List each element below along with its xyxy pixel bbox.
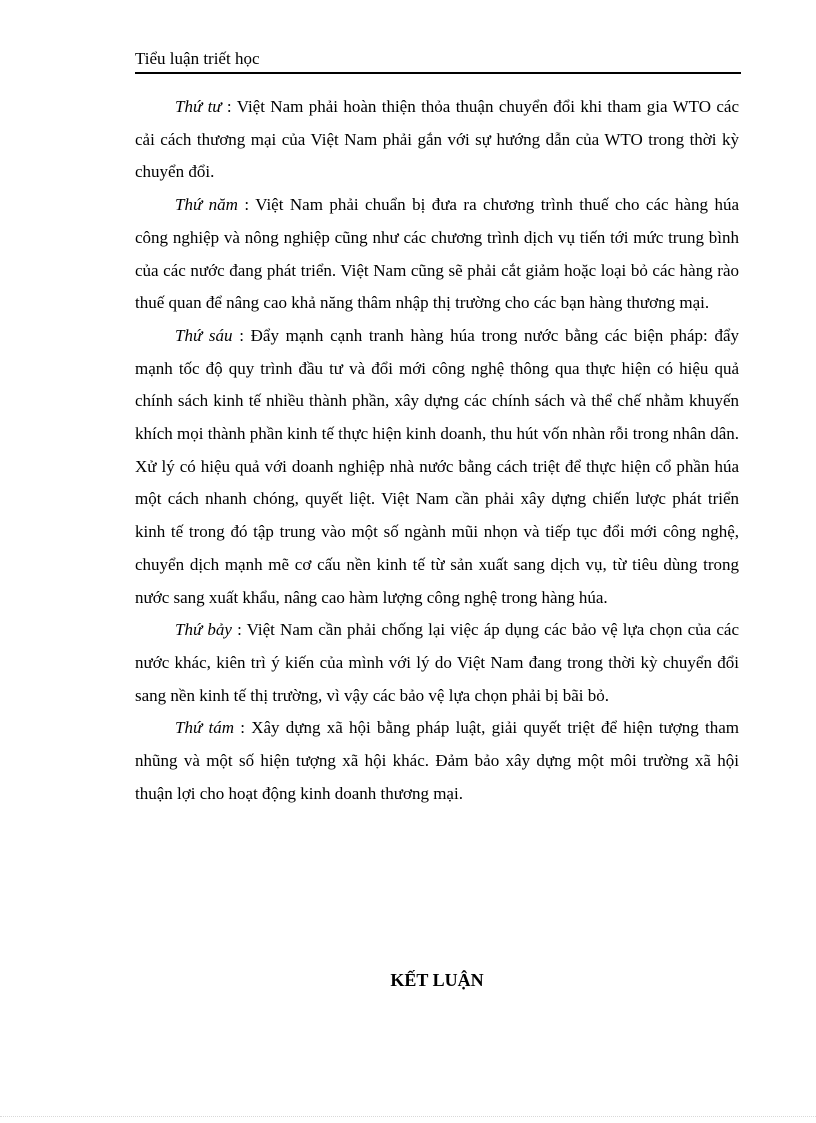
- body-text: [135, 91, 739, 810]
- paragraph-thu-nam: [135, 189, 739, 320]
- paragraph-lead: Thứ năm: [175, 195, 238, 215]
- paragraph-lead: Thứ tư: [175, 97, 222, 116]
- page-bottom-divider: [0, 1116, 816, 1117]
- paragraph-lead: Thứ tám: [175, 718, 234, 738]
- paragraph-thu-tam: [135, 712, 739, 810]
- paragraph-lead: Thứ bảy: [175, 620, 232, 640]
- paragraph-text: : Việt Nam phải chuẩn bị đưa ra chương trình thuế cho các hàng húa công nghiệp và nông nghiệp cũng như các chương trình dịch vụ tiến tới mức trung bình của các nước đang phát triển. Việt Nam cũng sẽ phải cắt giảm hoặc loại bỏ các hàng rào thuế quan để nâng cao khả năng thâm nhập thị trường cho các bạn hàng thương mại.: [135, 195, 739, 313]
- paragraph-text: : Xây dựng xã hội bằng pháp luật, giải quyết triệt để hiện tượng tham nhũng và một số hiện tượng xã hội khác. Đảm bảo xây dựng một môi trường xã hội thuận lợi cho hoạt động kinh doanh thương mại.: [135, 718, 739, 803]
- paragraph-thu-tu: [135, 91, 739, 189]
- paragraph-text: : Đẩy mạnh cạnh tranh hàng húa trong nước bằng các biện pháp: đẩy mạnh tốc độ quy trình đầu tư và đổi mới công nghệ thông qua thực hiện có hiệu quả chính sách kinh tế nhiều thành phần, xây dựng các chính sách và thể chế nhằm khuyến khích mọi thành phần kinh tế thực hiện kinh doanh, thu hút vốn nhàn rỗi trong nhân dân. Xử lý có hiệu quả với doanh nghiệp nhà nước bằng cách triệt để thực hiện cổ phần húa một cách nhanh chóng, quyết liệt. Việt Nam cần phải xây dựng chiến lược phát triển kinh tế trong đó tập trung vào một số ngành mũi nhọn và tiếp tục đổi mới công nghệ, chuyển dịch mạnh mẽ cơ cấu nền kinh tế từ sản xuất sang dịch vụ, từ tiêu dùng trong nước sang xuất khẩu, nâng cao hàm lượng công nghệ trong hàng húa.: [135, 325, 739, 607]
- header-title: Tiểu luận triết học: [135, 49, 260, 68]
- paragraph-thu-bay: [135, 614, 739, 712]
- paragraph-lead: Thứ sáu: [175, 325, 233, 345]
- paragraph-text: : Việt Nam cần phải chống lại việc áp dụng các bảo vệ lựa chọn của các nước khác, kiên trì ý kiến của mình với lý do Việt Nam đang trong thời kỳ chuyển đổi sang nền kinh tế thị trường, vì vậy các bảo vệ lựa chọn phải bị bãi bỏ.: [135, 620, 739, 705]
- paragraph-thu-sau: [135, 320, 739, 614]
- conclusion-heading: KẾT LUẬN: [390, 970, 484, 990]
- paragraph-text: : Việt Nam phải hoàn thiện thỏa thuận chuyển đổi khi tham gia WTO các cải cách thương mại của Việt Nam phải gắn với sự hướng dẫn của WTO trong thời kỳ chuyển đổi.: [135, 97, 739, 182]
- page-header: [135, 48, 741, 74]
